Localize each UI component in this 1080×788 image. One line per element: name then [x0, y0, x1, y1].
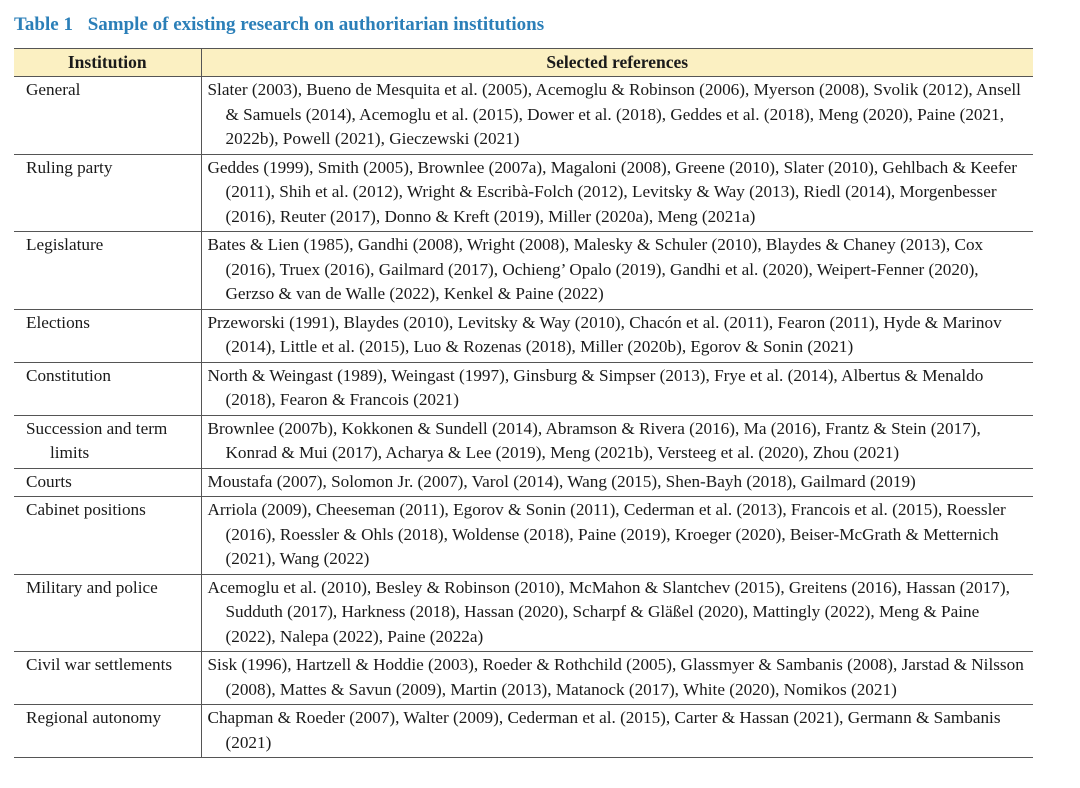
table-caption: [14, 14, 544, 42]
institution-cell: Succession and term limits: [14, 415, 201, 468]
column-header-references: Selected references: [201, 49, 1033, 77]
institution-cell: Cabinet positions: [14, 497, 201, 575]
table-row: [14, 497, 1033, 575]
references-cell: Arriola (2009), Cheeseman (2011), Egorov & Sonin (2011), Cederman et al. (2013), Francois et al. (2015), Roessler (2016), Roessler & Ohls (2018), Woldense (2018), Paine (2019), Kroeger (2020), Beiser-McGrath & Metternich (2021), Wang (2022): [201, 497, 1033, 575]
references-cell: Chapman & Roeder (2007), Walter (2009), Cederman et al. (2015), Carter & Hassan (2021), Germann & Sambanis (2021): [201, 705, 1033, 758]
institution-cell: Military and police: [14, 574, 201, 652]
references-cell: Slater (2003), Bueno de Mesquita et al. (2005), Acemoglu & Robinson (2006), Myerson (2008), Svolik (2012), Ansell & Samuels (2014), Acemoglu et al. (2015), Dower et al. (2018), Geddes et al. (2018), Meng (2020), Paine (2021, 2022b), Powell (2021), Gieczewski (2021): [201, 77, 1033, 155]
institution-cell: Courts: [14, 468, 201, 497]
references-cell: Moustafa (2007), Solomon Jr. (2007), Varol (2014), Wang (2015), Shen-Bayh (2018), Gailmard (2019): [201, 468, 1033, 497]
institution-cell: Constitution: [14, 362, 201, 415]
column-header-institution: Institution: [14, 49, 201, 77]
institution-cell: General: [14, 77, 201, 155]
table-row: [14, 705, 1033, 758]
references-cell: Geddes (1999), Smith (2005), Brownlee (2007a), Magaloni (2008), Greene (2010), Slater (2010), Gehlbach & Keefer (2011), Shih et al. (2012), Wright & Escribà-Folch (2012), Levitsky & Way (2013), Riedl (2014), Morgenbesser (2016), Reuter (2017), Donno & Kreft (2019), Miller (2020a), Meng (2021a): [201, 154, 1033, 232]
institution-cell: Legislature: [14, 232, 201, 310]
references-table: [14, 48, 1033, 758]
references-cell: Sisk (1996), Hartzell & Hoddie (2003), Roeder & Rothchild (2005), Glassmyer & Sambanis (2008), Jarstad & Nilsson (2008), Mattes & Savun (2009), Martin (2013), Matanock (2017), White (2020), Nomikos (2021): [201, 652, 1033, 705]
references-cell: Acemoglu et al. (2010), Besley & Robinson (2010), McMahon & Slantchev (2015), Greitens (2016), Hassan (2017), Sudduth (2017), Harkness (2018), Hassan (2020), Scharpf & Gläßel (2020), Mattingly (2022), Meng & Paine (2022), Nalepa (2022), Paine (2022a): [201, 574, 1033, 652]
institution-cell: Ruling party: [14, 154, 201, 232]
table-row: [14, 468, 1033, 497]
table-row: [14, 309, 1033, 362]
institution-cell: Elections: [14, 309, 201, 362]
table-row: [14, 362, 1033, 415]
institution-cell: Civil war settlements: [14, 652, 201, 705]
references-cell: Brownlee (2007b), Kokkonen & Sundell (2014), Abramson & Rivera (2016), Ma (2016), Frantz & Stein (2017), Konrad & Mui (2017), Acharya & Lee (2019), Meng (2021b), Versteeg et al. (2020), Zhou (2021): [201, 415, 1033, 468]
table-header-row: [14, 49, 1033, 77]
table-row: [14, 574, 1033, 652]
table-row: [14, 652, 1033, 705]
references-cell: Bates & Lien (1985), Gandhi (2008), Wright (2008), Malesky & Schuler (2010), Blaydes & Chaney (2013), Cox (2016), Truex (2016), Gailmard (2017), Ochieng’ Opalo (2019), Gandhi et al. (2020), Weipert-Fenner (2020), Gerzso & van de Walle (2022), Kenkel & Paine (2022): [201, 232, 1033, 310]
references-cell: Przeworski (1991), Blaydes (2010), Levitsky & Way (2010), Chacón et al. (2011), Fearon (2011), Hyde & Marinov (2014), Little et al. (2015), Luo & Rozenas (2018), Miller (2020b), Egorov & Sonin (2021): [201, 309, 1033, 362]
table-title: Sample of existing research on authoritarian institutions: [87, 14, 545, 35]
table-row: [14, 415, 1033, 468]
institution-cell: Regional autonomy: [14, 705, 201, 758]
table-number: Table 1: [14, 14, 73, 35]
table-row: [14, 77, 1033, 155]
table-row: [14, 154, 1033, 232]
references-cell: North & Weingast (1989), Weingast (1997), Ginsburg & Simpser (2013), Frye et al. (2014), Albertus & Menaldo (2018), Fearon & Francois (2021): [201, 362, 1033, 415]
table-row: [14, 232, 1033, 310]
